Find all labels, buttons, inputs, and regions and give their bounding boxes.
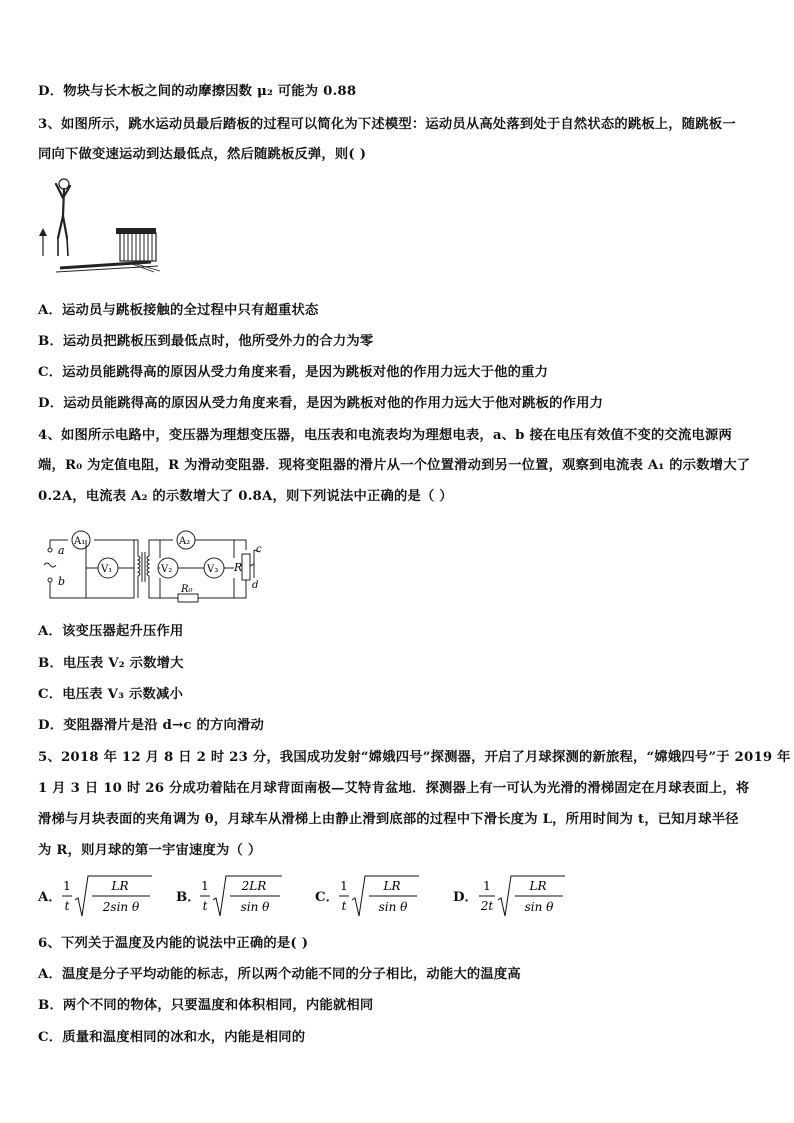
q5-option-c-label: C． [315, 890, 339, 905]
resistor-r0-label: R₀ [181, 584, 193, 595]
q5-d-rad-den: sin θ [524, 900, 554, 914]
q2-option-d: D．物块与长木板之间的动摩擦因数 μ₂ 可能为 0.88 [38, 84, 357, 99]
voltmeter-v1-label: V₁ [101, 564, 113, 575]
q5-c-coef-num: 1 [340, 879, 348, 893]
q5-option-a-label: A． [38, 890, 62, 905]
q5-b-coef-num: 1 [201, 879, 209, 893]
voltmeter-v3-label: V₃ [207, 564, 219, 575]
q5-stem-line3: 滑梯与月块表面的夹角调为 θ，月球车从滑梯上由静止滑到底部的过程中下滑长度为 L，所用时间为 t，已知月球半径 [38, 812, 739, 827]
q5-stem-line2: 1 月 3 日 10 时 26 分成功着陆在月球背面南极—艾特肯盆地．探测器上有一可认为光滑的滑梯固定在月球表面上，将 [38, 781, 750, 796]
q5-b-rad-den: sin θ [240, 900, 270, 914]
q5-stem-line1: 5、2018 年 12 月 8 日 2 时 23 分，我国成功发射“嫦娥四号”探测器，开启了月球探测的新旅程，“嫦娥四号”于 2019 年 [38, 750, 791, 765]
q6-option-b: B．两个不同的物体，只要温度和体积相同，内能就相同 [38, 998, 374, 1013]
q5-stem-line4: 为 R，则月球的第一宇宙速度为（ ） [38, 843, 262, 858]
q5-option-a [38, 872, 158, 922]
q5-c-rad-num: LR [383, 879, 401, 893]
q5-d-coef-den: 2t [480, 899, 494, 913]
ammeter-a1-label: A₁ [74, 536, 86, 547]
q5-d-coef-num: 1 [483, 879, 491, 893]
q5-option-d-label: D． [453, 890, 478, 905]
q5-c-rad-den: sin θ [378, 900, 408, 914]
q5-d-rad-num: LR [529, 879, 547, 893]
slider-end-d-label: d [252, 580, 259, 591]
q4-option-c: C．电压表 V₃ 示数减小 [38, 687, 183, 702]
diving-board-figure [36, 176, 166, 276]
q4-stem-line1: 4、如图所示电路中，变压器为理想变压器，电压表和电流表均为理想电表，a、b 接在电压有效值不变的交流电源两 [38, 428, 732, 443]
q5-b-coef-den: t [202, 899, 208, 913]
q6-option-a: A．温度是分子平均动能的标志，所以两个动能不同的分子相比，动能大的温度高 [38, 967, 521, 982]
q6-stem: 6、下列关于温度及内能的说法中正确的是( ) [38, 936, 309, 951]
q4-stem-line2: 端，R₀ 为定值电阻，R 为滑动变阻器．现将变阻器的滑片从一个位置滑动到另一位置，观察到电流表 A₁ 的示数增大了 [38, 458, 751, 473]
q5-a-rad-num: LR [111, 879, 129, 893]
slider-end-c-label: c [256, 544, 262, 555]
terminal-a-label: a [58, 544, 65, 557]
transformer-circuit-diagram [38, 522, 278, 606]
q4-option-a: A．该变压器起升压作用 [38, 624, 184, 639]
ammeter-a2-label: A₂ [179, 536, 191, 547]
q3-stem-line2: 同向下做变速运动到达最低点，然后随跳板反弹，则( ) [38, 147, 367, 162]
q5-a-coef-den: t [64, 899, 70, 913]
voltmeter-v2-label: V₂ [161, 564, 173, 575]
q3-stem-line1: 3、如图所示，跳水运动员最后踏板的过程可以简化为下述模型：运动员从高处落到处于自然状态的跳板上，随跳板一 [38, 117, 736, 132]
q4-option-b: B．电压表 V₂ 示数增大 [38, 656, 184, 671]
q5-b-rad-num: 2LR [241, 879, 267, 893]
q5-a-rad-den: 2sin θ [102, 900, 140, 914]
q5-option-b [176, 872, 296, 922]
q5-option-d [453, 872, 583, 922]
q5-option-b-label: B． [176, 890, 201, 905]
q3-option-a: A．运动员与跳板接触的全过程中只有超重状态 [38, 303, 319, 318]
q3-option-b: B．运动员把跳板压到最低点时，他所受外力的合力为零 [38, 334, 374, 349]
q3-option-d: D．运动员能跳得高的原因从受力角度来看，是因为跳板对他的作用力远大于他对跳板的作用力 [38, 396, 604, 411]
q5-a-coef-num: 1 [63, 879, 71, 893]
q5-c-coef-den: t [341, 899, 347, 913]
rheostat-r-label: R [234, 561, 243, 574]
q6-option-c: C．质量和温度相同的冰和水，内能是相同的 [38, 1030, 306, 1045]
terminal-b-label: b [58, 575, 66, 588]
q4-stem-line3: 0.2A，电流表 A₂ 的示数增大了 0.8A，则下列说法中正确的是（ ） [38, 489, 453, 504]
q4-option-d: D．变阻器滑片是沿 d→c 的方向滑动 [38, 718, 264, 733]
q3-option-c: C．运动员能跳得高的原因从受力角度来看，是因为跳板对他的作用力远大于他的重力 [38, 365, 549, 380]
q5-option-c [315, 872, 435, 922]
